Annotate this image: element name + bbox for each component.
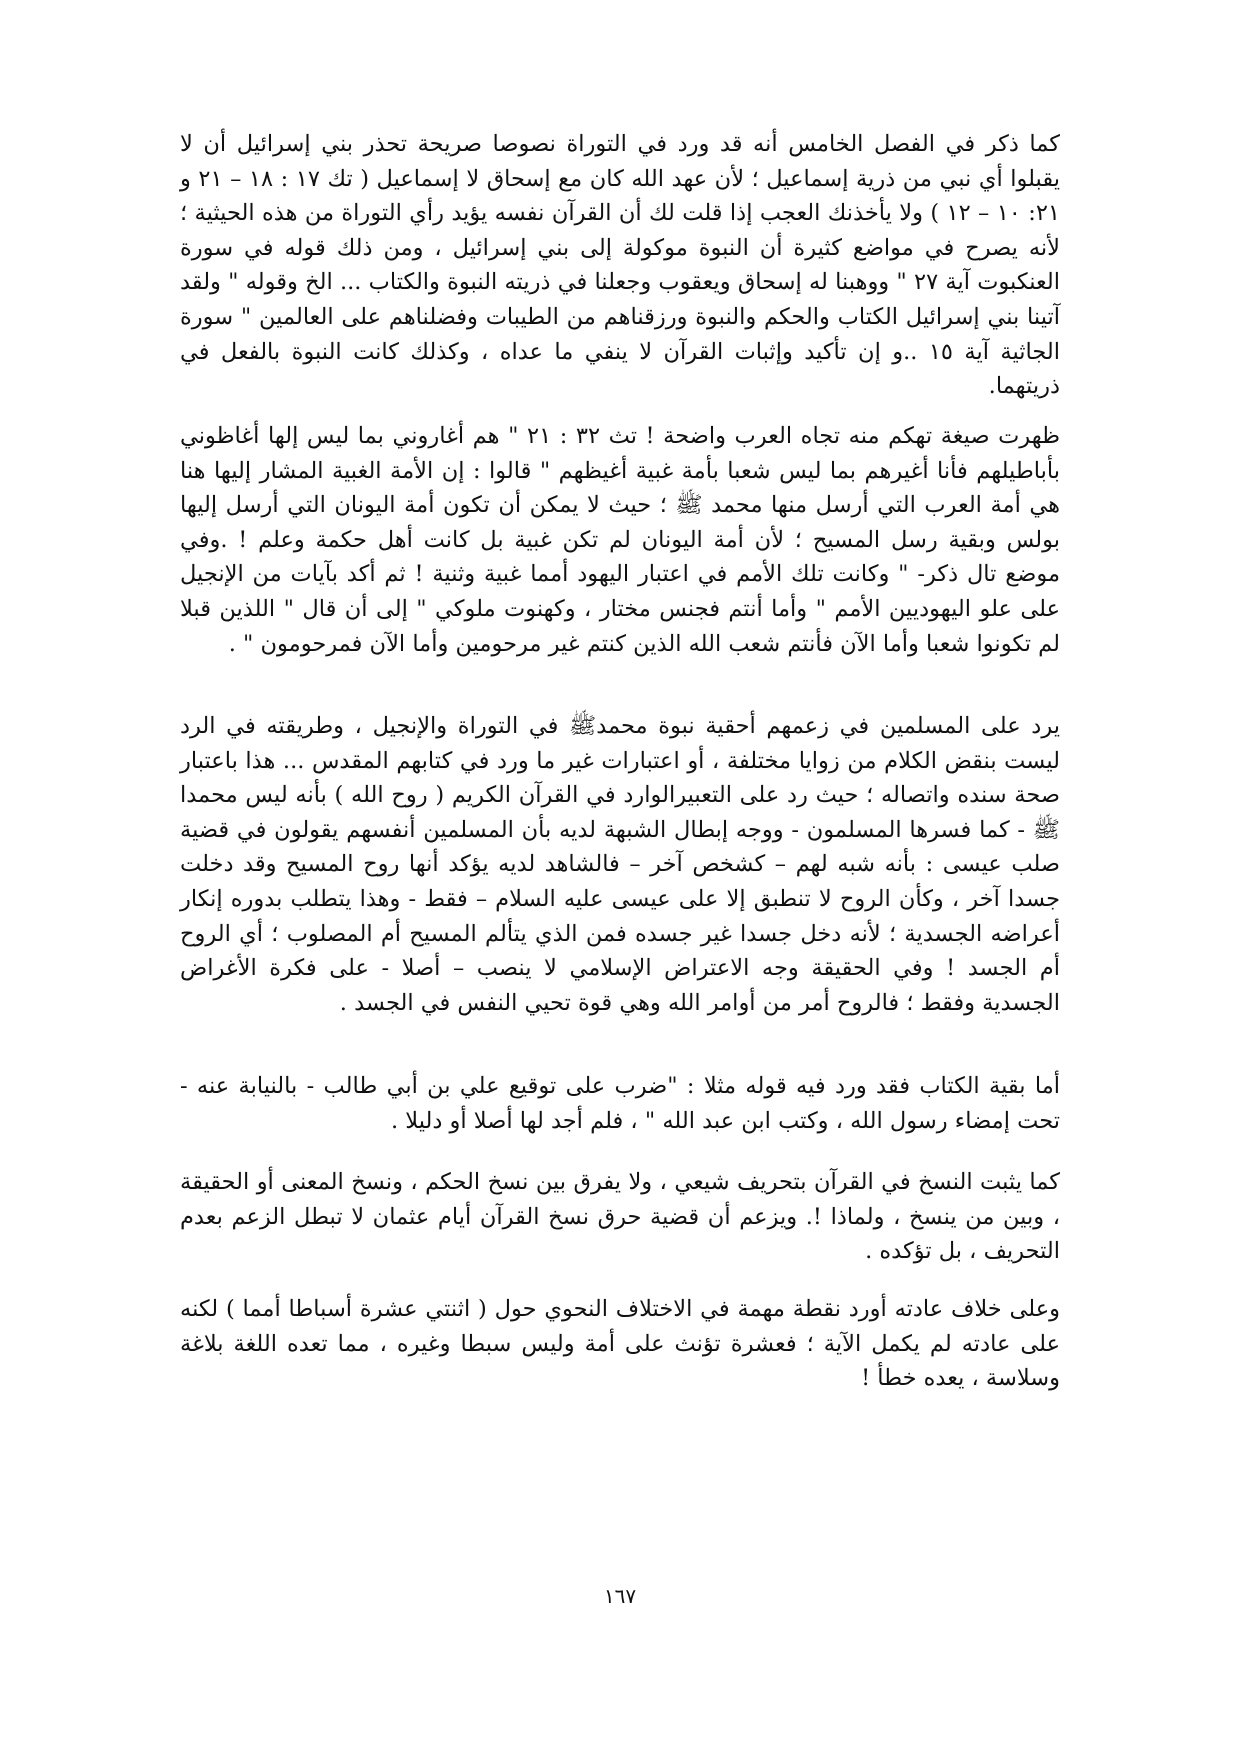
paragraph-fifth-chapter-ishmael: كما ذكر في الفصل الخامس أنه قد ورد في التوراة نصوصا صريحة تحذر بني إسرائيل أن لا يقبلوا أي نبي من ذرية إسماعيل ؛ لأن عهد الله كان مع إسحاق لا إسماعيل ( تك ١٧ : ١٨ – ٢١ و ٢١: ١٠ – ١٢ ) ولا يأخذنك العجب إذا قلت لك أن القرآن نفسه يؤيد رأي التوراة من هذه الحيثية ؛ لأنه يصرح في مواضع كثيرة أن النبوة موكولة إلى بني إسرائيل ، ومن ذلك قوله في سورة العنكبوت آية ٢٧ " ووهبنا له إسحاق ويعقوب وجعلنا في ذريته النبوة والكتاب ... الخ وقوله " ولقد آتينا بني إسرائيل الكتاب والحكم والنبوة ورزقناهم من الطيبات وفضلناهم على العالمين " سورة الجاثية آية ١٥ ..و إن تأكيد وإثبات القرآن لا ينفي ما عداه ، وكذلك كانت النبوة بالفعل في ذريتهما. [180, 131, 1060, 400]
paragraph-abrogation: كما يثبت النسخ في القرآن بتحريف شيعي ، ولا يفرق بين نسخ الحكم ، ونسخ المعنى أو الحقيقة ، وبين من ينسخ ، ولماذا !. ويزعم أن قضية حرق نسخ القرآن أيام عثمان لا تبطل الزعم بعدم التحريف ، بل تؤكده . [180, 1169, 1060, 1265]
page-number: ١٦٧ [603, 1584, 637, 1608]
paragraph-spirit-of-god: يرد على المسلمين في زعمهم أحقية نبوة محمدﷺ في التوراة والإنجيل ، وطريقته في الرد ليست بنقض الكلام من زوايا مختلفة ، أو اعتبارات غير ما ورد في كتابهم المقدس ... هذا باعتبار صحة سنده واتصاله ؛ حيث رد على التعبيرالوارد في القرآن الكريم ( روح الله ) بأنه ليس محمدا ﷺ - كما فسرها المسلمون - ووجه إبطال الشبهة لديه بأن المسلمين أنفسهم يقولون في قضية صلب عيسى : بأنه شبه لهم – كشخص آخر – فالشاهد لديه يؤكد أنها روح المسيح وقد دخلت جسدا آخر ، وكأن الروح لا تنطبق إلا على عيسى عليه السلام – فقط - وهذا يتطلب بدوره إنكار أعراضه الجسدية ؛ لأنه دخل جسدا غير جسده فمن الذي يتألم المسيح أم المصلوب ؛ أي الروح أم الجسد ! وفي الحقيقة وجه الاعتراض الإسلامي لا ينصب – أصلا - على فكرة الأغراض الجسدية وفقط ؛ فالروح أمر من أوامر الله وهي قوة تحيي النفس في الجسد . [180, 713, 1061, 1016]
paragraph-rest-of-book: أما بقية الكتاب فقد ورد فيه قوله مثلا : "ضرب على توقيع علي بن أبي طالب - بالنيابة عنه - تحت إمضاء رسول الله ، وكتب ابن عبد الله " ، فلم أجد لها أصلا أو دليلا . [180, 1073, 1060, 1134]
paragraph-grammar-point: وعلى خلاف عادته أورد نقطة مهمة في الاختلاف النحوي حول ( اثنتي عشرة أسباطا أمما ) لكنه على عادته لم يكمل الآية ؛ فعشرة تؤنث على أمة وليس سبطا وغيره ، مما تعده اللغة بلاغة وسلاسة ، يعده خطأ ! [180, 1296, 1060, 1392]
paragraph-mockery-of-arabs: ظهرت صيغة تهكم منه تجاه العرب واضحة ! تث ٣٢ : ٢١ " هم أغاروني بما ليس إلها أغاظوني بأباطيلهم فأنا أغيرهم بما ليس شعبا بأمة غبية أغيظهم " قالوا : إن الأمة الغبية المشار إليها هنا هي أمة العرب التي أرسل منها محمد ﷺ ؛ حيث لا يمكن أن تكون أمة اليونان التي أرسل إليها بولس وبقية رسل المسيح ؛ لأن أمة اليونان لم تكن غبية بل كانت أهل حكمة وعلم ! .وفي موضع تال ذكر- " وكانت تلك الأمم في اعتبار اليهود أمما غبية وثنية ! ثم أكد بآيات من الإنجيل على علو اليهوديين الأمم " وأما أنتم فجنس مختار ، وكهنوت ملوكي " إلى أن قال " اللذين قبلا لم تكونوا شعبا وأما الآن فأنتم شعب الله الذين كنتم غير مرحومين وأما الآن فمرحومون " . [180, 423, 1060, 657]
